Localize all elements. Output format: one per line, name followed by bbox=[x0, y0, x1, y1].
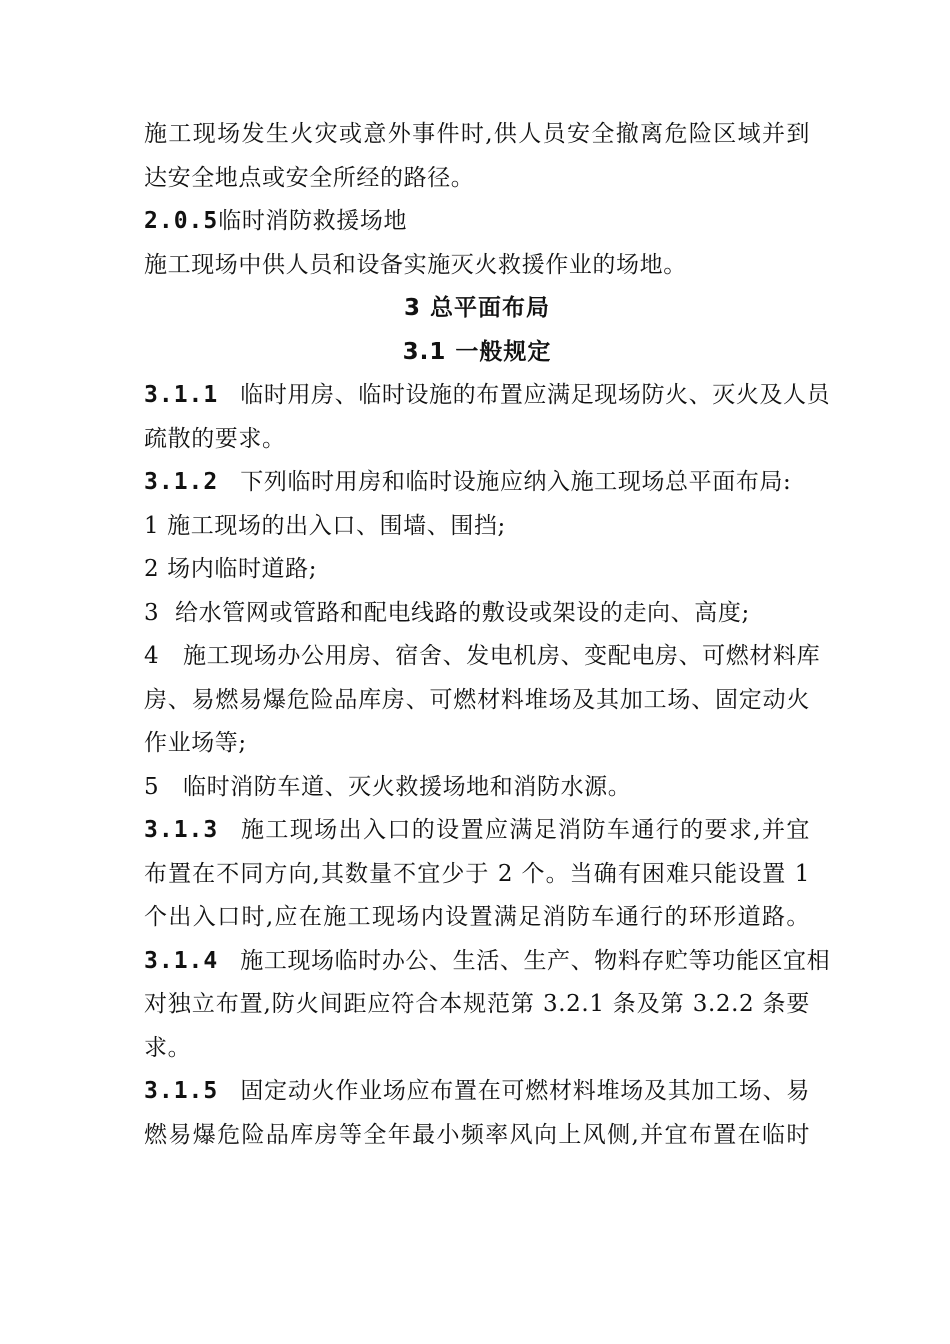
paragraph-line: 对独立布置,防火间距应符合本规范第 3.2.1 条及第 3.2.2 条要 bbox=[144, 991, 810, 1017]
clause-text: 施工现场出入口的设置应满足消防车通行的要求,并宜 bbox=[240, 817, 810, 843]
paragraph-line: 布置在不同方向,其数量不宜少于 2 个。当确有困难只能设置 1 bbox=[144, 860, 810, 887]
clause-3-1-5 bbox=[144, 1070, 810, 1114]
clause-number: 3.1.2 bbox=[144, 469, 219, 495]
term-title: 临时消防救援场地 bbox=[218, 208, 408, 234]
clause-number: 2.0.5 bbox=[144, 208, 219, 234]
clause-text: 固定动火作业场应布置在可燃材料堆场及其加工场、易 bbox=[240, 1078, 810, 1104]
list-item: 1 施工现场的出入口、围墙、围挡; bbox=[144, 512, 506, 539]
list-item: 2 场内临时道路; bbox=[144, 556, 318, 582]
clause-text: 下列临时用房和临时设施应纳入施工现场总平面布局: bbox=[240, 469, 792, 495]
clause-3-1-2 bbox=[144, 461, 810, 505]
clause-number: 3.1.3 bbox=[144, 817, 219, 843]
list-item: 3 给水管网或管路和配电线路的敷设或架设的走向、高度; bbox=[144, 599, 750, 626]
paragraph-line: 燃易爆危险品库房等全年最小频率风向上风侧,并宜布置在临时 bbox=[144, 1121, 810, 1148]
clause-3-1-1 bbox=[144, 374, 831, 418]
list-item: 4 施工现场办公用房、宿舍、发电机房、变配电房、可燃材料库 bbox=[144, 643, 821, 669]
paragraph-line: 求。 bbox=[144, 1034, 192, 1061]
paragraph-line: 施工现场中供人员和设备实施灭火救援作业的场地。 bbox=[144, 251, 687, 278]
section-heading: 3.1 一般规定 bbox=[402, 338, 552, 365]
paragraph-line: 达安全地点或安全所经的路径。 bbox=[144, 164, 475, 191]
paragraph-line: 作业场等; bbox=[144, 730, 247, 756]
list-item: 5 临时消防车道、灭火救援场地和消防水源。 bbox=[144, 773, 632, 800]
clause-number: 3.1.1 bbox=[144, 382, 219, 408]
clause-text: 施工现场临时办公、生活、生产、物料存贮等功能区宜相 bbox=[240, 947, 831, 974]
chapter-heading: 3 总平面布局 bbox=[403, 295, 550, 321]
paragraph-line: 施工现场发生火灾或意外事件时,供人员安全撤离危险区域并到 bbox=[144, 121, 810, 147]
clause-number: 3.1.4 bbox=[144, 947, 219, 974]
clause-3-1-3 bbox=[144, 809, 810, 853]
paragraph-line: 个出入口时,应在施工现场内设置满足消防车通行的环形道路。 bbox=[144, 904, 810, 930]
clause-text: 临时用房、临时设施的布置应满足现场防火、灭火及人员 bbox=[240, 382, 831, 408]
clause-number: 3.1.5 bbox=[144, 1078, 219, 1104]
paragraph-line: 房、易燃易爆危险品库房、可燃材料堆场及其加工场、固定动火 bbox=[144, 686, 810, 713]
clause-3-1-4 bbox=[144, 940, 831, 984]
paragraph-line: 疏散的要求。 bbox=[144, 425, 286, 452]
term-heading-2-0-5 bbox=[144, 200, 810, 244]
document-body bbox=[144, 113, 831, 1157]
